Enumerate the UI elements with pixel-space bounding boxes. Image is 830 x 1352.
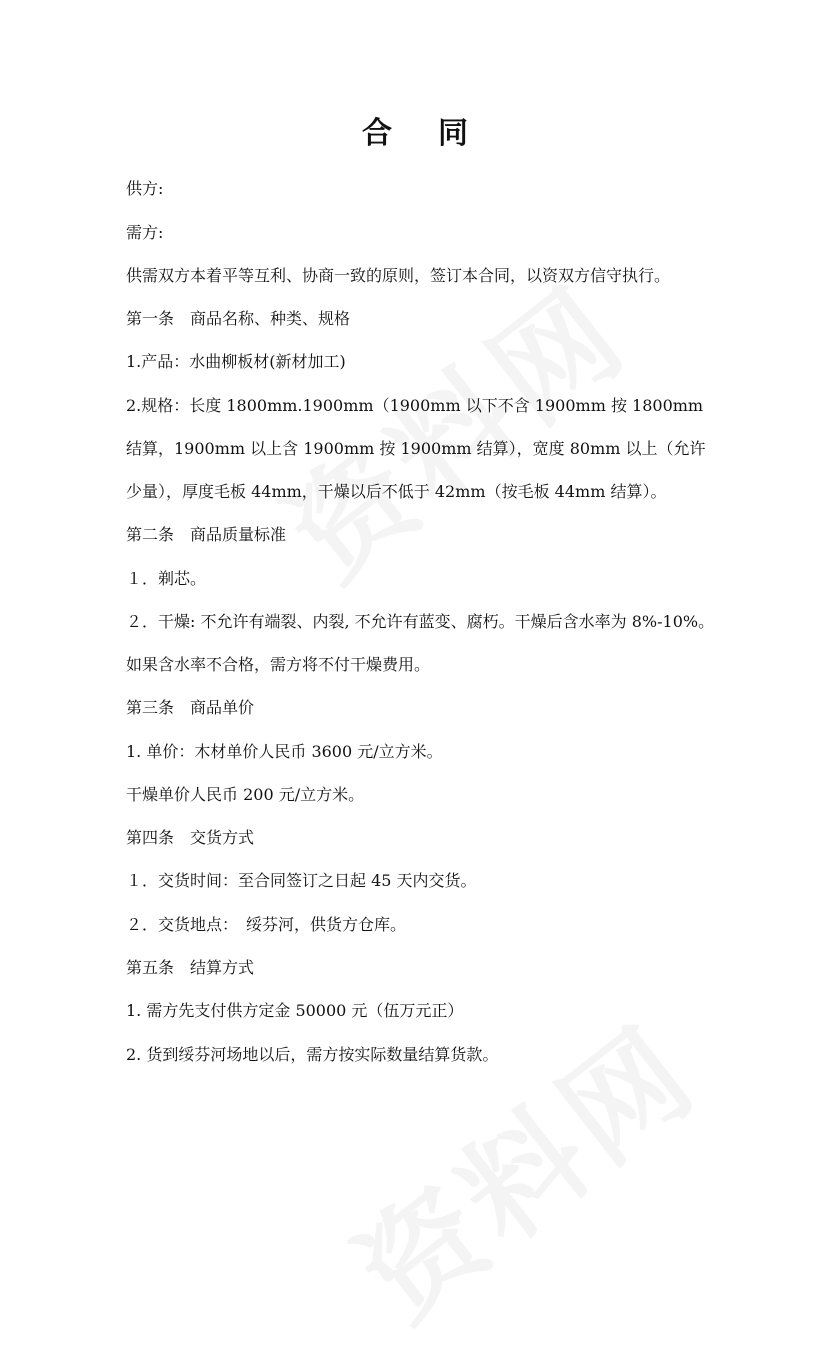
clause-text: ２．干燥: 不允许有端裂、内裂, 不允许有蓝变、腐朽。干燥后含水率为 8%-10%。 <box>126 612 715 631</box>
preamble: 供需双方本着平等互利、协商一致的原则，签订本合同，以资双方信守执行。 <box>126 266 671 285</box>
clause-text: 少量），厚度毛板 44mm，干燥以后不低于 42mm（按毛板 44mm 结算）。 <box>126 482 667 501</box>
clause-text: 结算，1900mm 以上含 1900mm 按 1900mm 结算），宽度 80mm 以上（允许 <box>126 439 706 458</box>
article-2-heading: 第二条 商品质量标准 <box>126 525 287 544</box>
clause-text: 1. 单价：木材单价人民币 3600 元/立方米。 <box>126 742 443 761</box>
clause-text: 1. 需方先支付供方定金 50000 元（伍万元正） <box>126 1001 464 1020</box>
article-5-heading: 第五条 结算方式 <box>126 958 255 977</box>
article-4-heading: 第四条 交货方式 <box>126 828 255 847</box>
clause-text: 2.规格：长度 1800mm.1900mm（1900mm 以下不含 1900mm 按 1800mm <box>126 396 704 415</box>
watermark <box>318 980 726 1352</box>
clause-text: １．剃芯。 <box>126 569 207 588</box>
article-1-heading: 第一条 商品名称、种类、规格 <box>126 309 351 328</box>
clause-text: １．交货时间：至合同签订之日起 45 天内交货。 <box>126 871 477 890</box>
clause-text: ２．交货地点： 绥芬河，供货方仓库。 <box>126 915 407 934</box>
buyer-line: 需方: <box>126 223 164 242</box>
document-title: 合同 <box>362 116 514 151</box>
clause-text: 1.产品：水曲柳板材(新材加工) <box>126 352 346 371</box>
clause-text: 如果含水率不合格，需方将不付干燥费用。 <box>126 655 431 674</box>
clause-text: 2. 货到绥芬河场地以后，需方按实际数量结算货款。 <box>126 1045 499 1064</box>
watermark <box>248 240 656 612</box>
clause-text: 干燥单价人民币 200 元/立方米。 <box>126 785 365 804</box>
article-3-heading: 第三条 商品单价 <box>126 698 255 717</box>
supplier-line: 供方: <box>126 179 164 198</box>
